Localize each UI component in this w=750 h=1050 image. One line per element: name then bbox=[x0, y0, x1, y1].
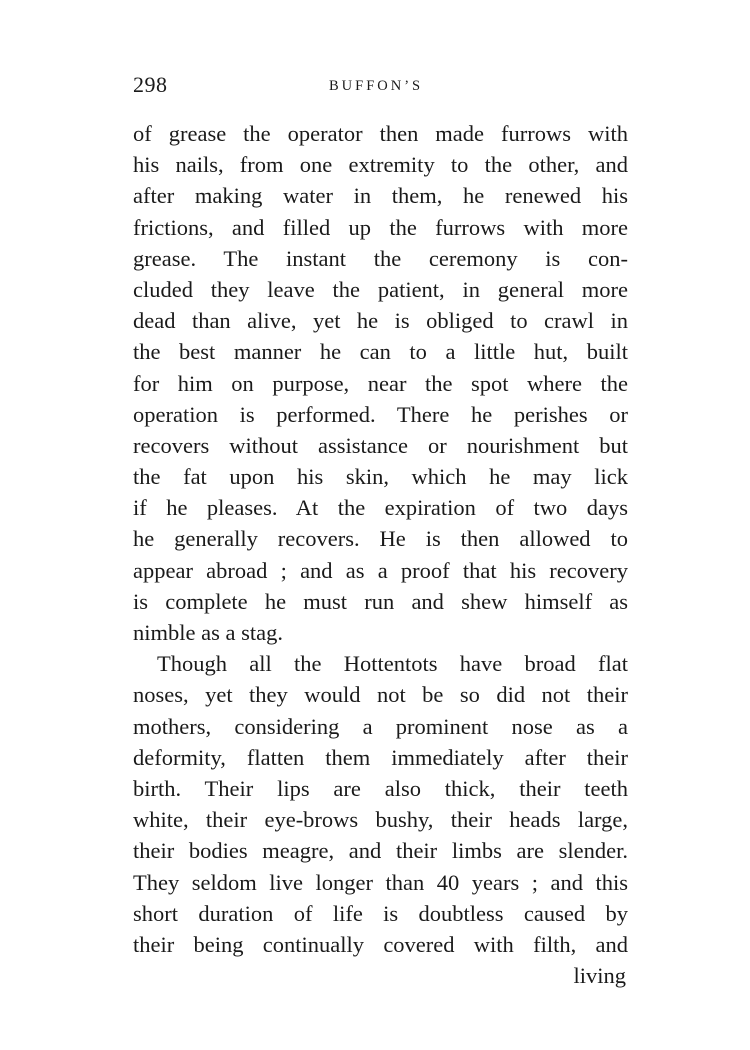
body-text bbox=[133, 118, 628, 991]
text-line: mothers, considering a prominent nose as a bbox=[133, 713, 628, 739]
page-number: 298 bbox=[133, 72, 168, 97]
text-line: They seldom live longer than 40 years ; and this bbox=[133, 869, 628, 895]
text-line: is complete he must run and shew himself as bbox=[133, 588, 628, 614]
paragraph-1 bbox=[133, 118, 628, 648]
text-line: of grease the operator then made furrows with bbox=[133, 121, 628, 146]
running-head: BUFFON’S bbox=[329, 78, 424, 94]
text-line: frictions, and filled up the furrows with more bbox=[133, 214, 628, 240]
text-line: Though all the Hottentots have broad flat bbox=[157, 651, 628, 677]
text-line: the fat upon his skin, which he may lick bbox=[133, 464, 628, 490]
catchword: living bbox=[573, 963, 626, 989]
text-line: dead than alive, yet he is obliged to crawl in bbox=[133, 308, 628, 334]
page-header bbox=[133, 72, 628, 102]
text-line: noses, yet they would not be so did not their bbox=[133, 682, 628, 708]
text-line: their being continually covered with filth, and bbox=[133, 931, 628, 957]
text-line: for him on purpose, near the spot where the bbox=[133, 370, 628, 396]
text-line: short duration of life is doubtless caused by bbox=[133, 900, 628, 926]
text-line: the best manner he can to a little hut, built bbox=[133, 339, 628, 365]
text-line: he generally recovers. He is then allowed to bbox=[133, 526, 628, 552]
text-line: his nails, from one extremity to the other, and bbox=[133, 152, 628, 178]
text-line: deformity, flatten them immediately after their bbox=[133, 744, 628, 770]
paragraph-2 bbox=[133, 648, 628, 960]
text-line: birth. Their lips are also thick, their teeth bbox=[133, 775, 628, 801]
text-line: nimble as a stag. bbox=[133, 620, 283, 645]
text-line: if he pleases. At the expiration of two days bbox=[133, 495, 628, 521]
text-line: their bodies meagre, and their limbs are slender. bbox=[133, 838, 628, 864]
text-line: cluded they leave the patient, in general more bbox=[133, 276, 628, 302]
text-line: grease. The instant the ceremony is con- bbox=[133, 245, 628, 271]
text-line: operation is performed. There he perishes or bbox=[133, 401, 628, 427]
text-line: after making water in them, he renewed his bbox=[133, 183, 628, 209]
text-line: recovers without assistance or nourishment but bbox=[133, 432, 628, 458]
text-line: appear abroad ; and as a proof that his recovery bbox=[133, 557, 628, 583]
text-line: white, their eye-brows bushy, their heads large, bbox=[133, 807, 628, 833]
